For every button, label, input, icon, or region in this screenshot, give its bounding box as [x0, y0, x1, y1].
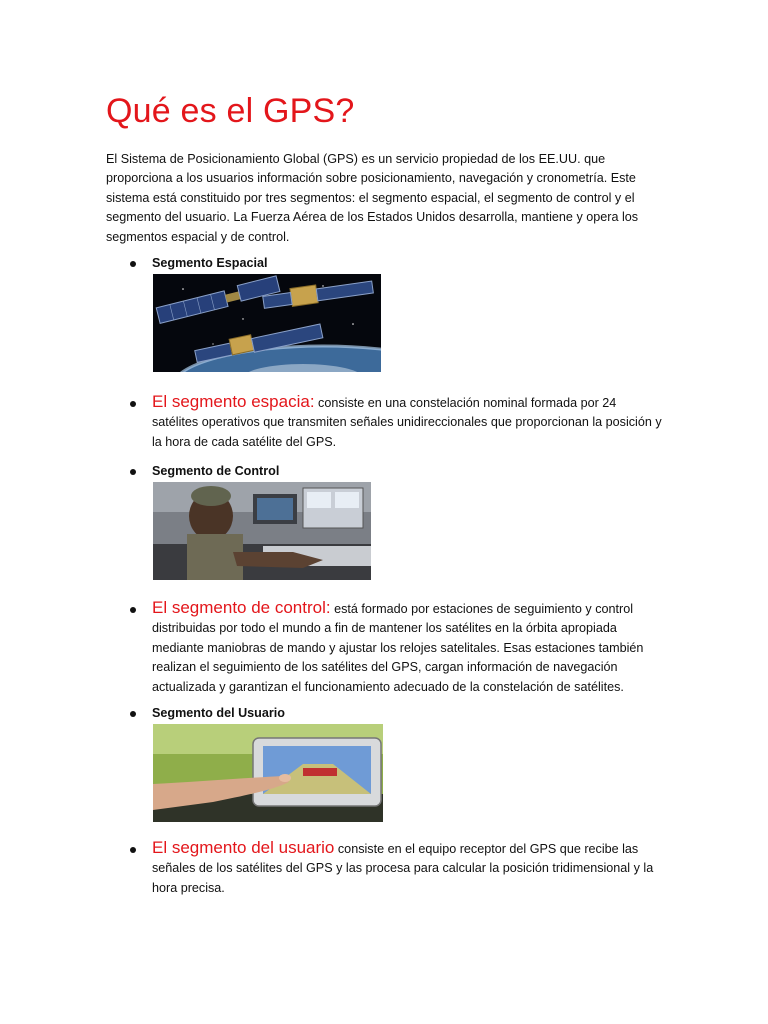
- section-body: está formado por estaciones de seguimiento y control distribuidas por todo el mundo a fin de mantener los satélites en la órbita apropiada mediante maniobras de mando y ajustar los relojes satelitales. Esas estaciones también realizan el seguimiento de los satélites del GPS, cargan información de navegación actualizada y garantizan el funcionamiento adecuado de la constelación de satélites.: [152, 602, 644, 694]
- bullet-dot: [130, 607, 136, 613]
- control-room-image: [153, 482, 371, 580]
- satellites-image: [153, 274, 381, 372]
- section-heading-label: Segmento Espacial: [152, 256, 268, 270]
- section-lead: El segmento del usuario: [152, 838, 335, 857]
- bullet-dot: [130, 711, 136, 717]
- section-heading-label: Segmento del Usuario: [152, 706, 285, 720]
- section-paragraph-usuario: [152, 838, 662, 898]
- bullet-dot: [130, 847, 136, 853]
- section-heading-label: Segmento de Control: [152, 464, 280, 478]
- bullet-dot: [130, 469, 136, 475]
- gps-device-image: [153, 724, 383, 822]
- bullet-dot: [130, 261, 136, 267]
- bullet-dot: [130, 401, 136, 407]
- section-lead: El segmento espacia:: [152, 392, 315, 411]
- section-paragraph-control: [152, 598, 662, 697]
- section-lead: El segmento de control:: [152, 598, 331, 617]
- section-body: consiste en una constelación nominal formada por 24 satélites operativos que transmiten señales unidireccionales que proporcionan la posición y la hora de cada satélite del GPS.: [152, 396, 662, 449]
- page-title: Qué es el GPS?: [106, 92, 355, 130]
- section-body: consiste en el equipo receptor del GPS que recibe las señales de los satélites del GPS y las procesa para calcular la posición tridimensional y la hora precisa.: [152, 842, 654, 895]
- section-paragraph-espacial: [152, 392, 662, 452]
- intro-paragraph: El Sistema de Posicionamiento Global (GPS) es un servicio propiedad de los EE.UU. que proporciona a los usuarios información sobre posicionamiento, navegación y cronometría. Este sistema está constituido por tres segmentos: el segmento espacial, el segmento de control y el segmento del usuario. La Fuerza Aérea de los Estados Unidos desarrolla, mantiene y opera los segmentos espacial y de control.: [106, 152, 639, 244]
